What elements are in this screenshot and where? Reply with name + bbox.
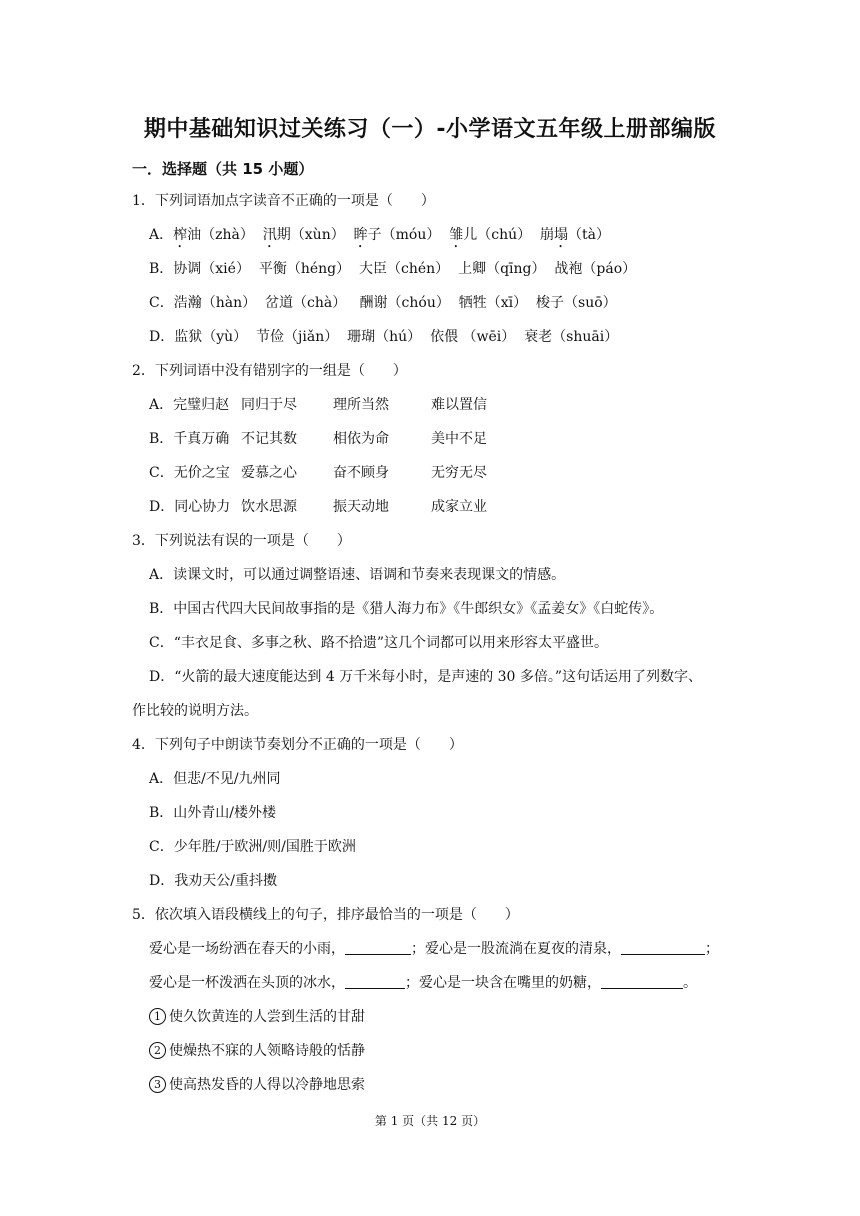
question-3-option-c: C．“丰衣足食、多事之秋、路不拾遗”这几个词都可以用来形容太平盛世。 <box>149 635 609 651</box>
word: B．千真万确 <box>149 431 230 447</box>
question-1-option-b: B．协调（xié） 平衡（héng） 大臣（chén） 上卿（qīng） 战袍（páo） <box>149 261 637 277</box>
pinyin-text: 子（móu） <box>367 227 441 243</box>
pinyin-text: （tà） <box>568 227 611 243</box>
word: 奋不顾身 <box>333 465 389 481</box>
dotted-char: 榨 <box>173 227 188 243</box>
passage-text: 爱心是一场纷洒在春天的小雨， <box>149 941 345 957</box>
question-3-option-b: B．中国古代四大民间故事指的是《猎人海力布》《牛郎织女》《孟姜女》《白蛇传》。 <box>149 601 664 617</box>
question-4-option-a: A．但悲/不见/九州同 <box>149 771 281 787</box>
word: 理所当然 <box>333 397 389 413</box>
word: 相依为命 <box>333 431 389 447</box>
word: 振天动地 <box>333 499 389 515</box>
dotted-char: 雏 <box>449 227 464 243</box>
word: 不记其数 <box>241 431 297 447</box>
plain-char: 崩 <box>540 227 555 243</box>
passage-text: ；爱心是一块含在嘴里的奶糖， <box>405 975 601 991</box>
word: 饮水思源 <box>241 499 297 515</box>
question-list <box>132 184 732 1102</box>
choice-text: 使高热发昏的人得以冷静地思索 <box>169 1077 365 1093</box>
word: 美中不足 <box>431 431 487 447</box>
option-letter: A． <box>149 227 174 243</box>
question-5-passage-line-2 <box>132 966 732 1000</box>
question-4-option-d: D．我劝天公/重抖擞 <box>149 873 277 889</box>
question-4-stem: 4．下列句子中朗读节奏划分不正确的一项是（ ） <box>132 737 463 753</box>
dotted-char: 眸 <box>353 227 368 243</box>
choice-text: 使久饮黄连的人尝到生活的甘甜 <box>169 1009 365 1025</box>
question-5-choice-3 <box>132 1068 732 1102</box>
word: D．同心协力 <box>149 499 231 515</box>
passage-text: 爱心是一杯泼洒在头顶的冰水， <box>149 975 345 991</box>
question-2-option-b <box>132 422 732 456</box>
word: 无穷无尽 <box>431 465 487 481</box>
word: 成家立业 <box>431 499 487 515</box>
question-5-stem: 5．依次填入语段横线上的句子，排序最恰当的一项是（ ） <box>132 907 519 923</box>
word: A．完璧归赵 <box>149 397 230 413</box>
dotted-char: 汛 <box>262 227 277 243</box>
question-1-option-a <box>132 218 732 252</box>
circled-number: 3 <box>149 1076 166 1093</box>
question-3-option-d: D．“火箭的最大速度能达到 4 万千米每小时，是声速的 30 多倍。”这句话运用了列数字、 <box>149 669 703 685</box>
passage-text: ；爱心是一股流淌在夏夜的清泉， <box>411 941 621 957</box>
fill-blank <box>621 940 705 955</box>
fill-blank <box>601 974 683 989</box>
word: C．无价之宝 <box>149 465 230 481</box>
choice-text: 使燥热不寐的人领略诗般的恬静 <box>169 1043 365 1059</box>
question-1-stem: 1．下列词语加点字读音不正确的一项是（ ） <box>132 193 435 209</box>
pinyin-text: 期（xùn） <box>276 227 345 243</box>
question-2-option-d <box>132 490 732 524</box>
fill-blank <box>345 974 405 989</box>
question-5-passage-line-1 <box>132 932 732 966</box>
question-5-choice-2 <box>132 1034 732 1068</box>
passage-text: ； <box>705 941 719 957</box>
circled-number: 2 <box>149 1042 166 1059</box>
question-3-option-d-continued: 作比较的说明方法。 <box>132 703 258 719</box>
question-4-option-b: B．山外青山/楼外楼 <box>149 805 277 821</box>
fill-blank <box>345 940 411 955</box>
pinyin-text: 油（zhà） <box>187 227 254 243</box>
question-2-option-c <box>132 456 732 490</box>
question-1-option-c: C．浩瀚（hàn） 岔道（chà） 酬谢（chóu） 牺牲（xī） 梭子（suō） <box>149 295 617 311</box>
page-footer: 第 1 页（共 12 页） <box>374 1114 486 1128</box>
word: 难以置信 <box>431 397 487 413</box>
section-heading: 一．选择题（共 15 小题） <box>132 160 314 178</box>
passage-text: 。 <box>683 975 697 991</box>
dotted-char: 塌 <box>554 227 569 243</box>
question-1-option-d: D．监狱（yù） 节俭（jiǎn） 珊瑚（hú） 依偎 （wēi） 衰老（shuāi） <box>149 329 619 345</box>
word: 同归于尽 <box>241 397 297 413</box>
question-4-option-c: C．少年胜/于欧洲/则/国胜于欧洲 <box>149 839 356 855</box>
question-2-option-a <box>132 388 732 422</box>
question-3-stem: 3．下列说法有误的一项是（ ） <box>132 533 351 549</box>
pinyin-text: 儿（chú） <box>463 227 532 243</box>
question-5-choice-1 <box>132 1000 732 1034</box>
page-title: 期中基础知识过关练习（一）-小学语文五年级上册部编版 <box>143 117 717 142</box>
circled-number: 1 <box>149 1008 166 1025</box>
word: 爱慕之心 <box>241 465 297 481</box>
question-2-stem: 2．下列词语中没有错别字的一组是（ ） <box>132 363 407 379</box>
question-3-option-a: A．读课文时，可以通过调整语速、语调和节奏来表现课文的情感。 <box>149 567 566 583</box>
